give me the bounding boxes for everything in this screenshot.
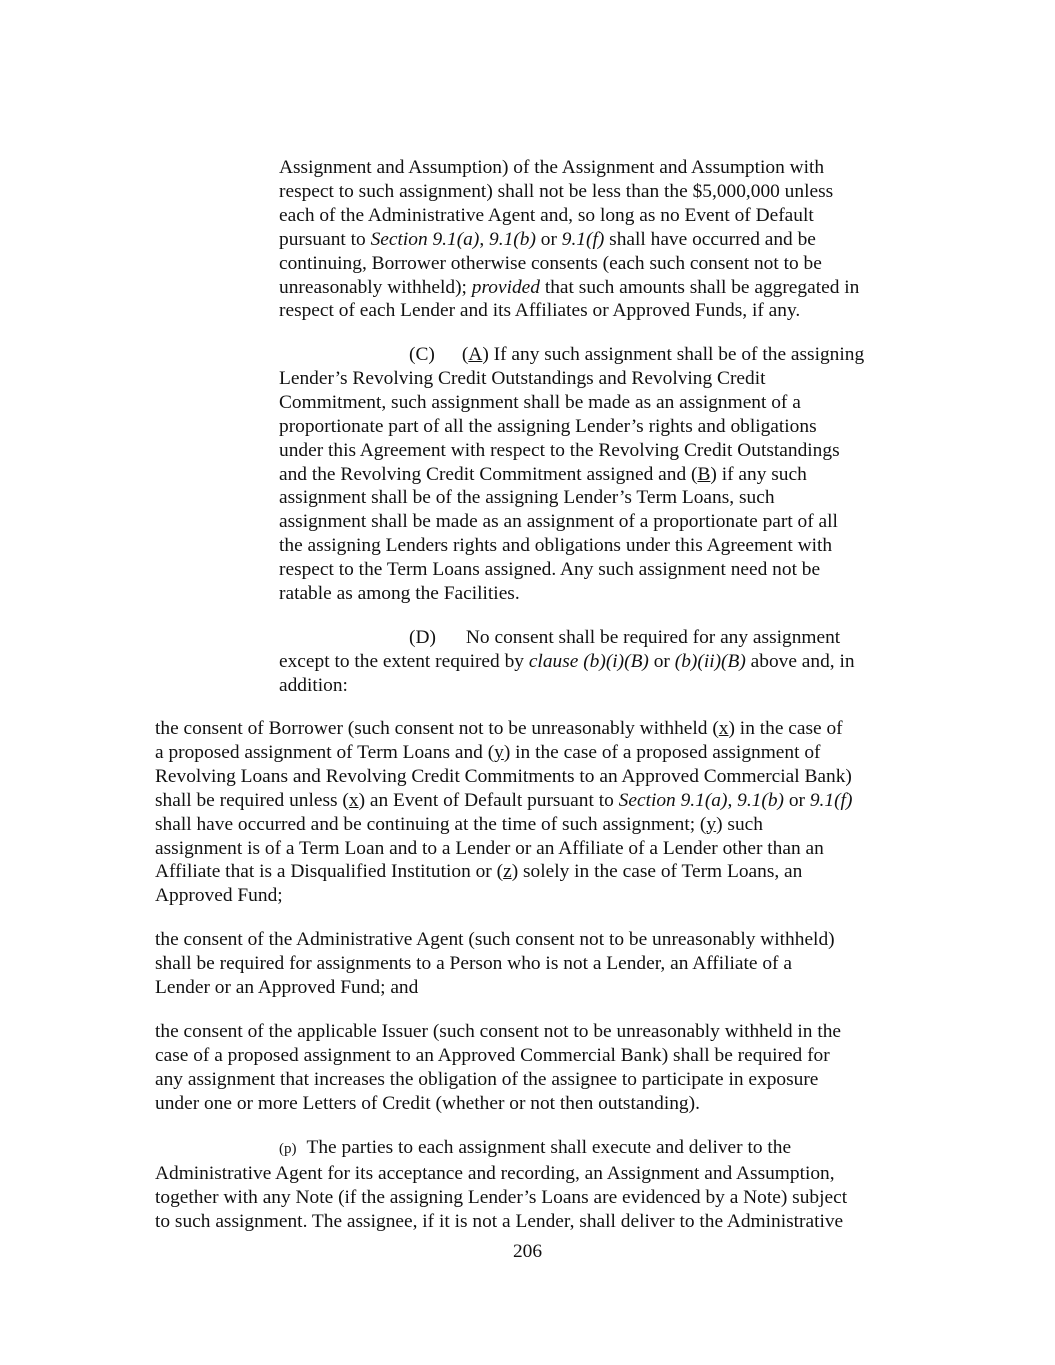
section-reference: 9.1(b) <box>737 789 784 811</box>
text-line: (p) The parties to each assignment shall execute and deliver to the <box>279 1137 792 1158</box>
sub-clause-marker: y <box>706 813 717 835</box>
text-line: assignment shall be of the assigning Lender’s Term Loans, such <box>279 487 775 509</box>
text-line: Lender or an Approved Fund; and <box>155 976 419 998</box>
clause-marker: (C) <box>409 344 435 365</box>
paragraph-clause-d <box>279 626 909 698</box>
text-line: (C) (A) If any such assignment shall be of the assigning <box>409 344 865 365</box>
text-line: Revolving Loans and Revolving Credit Commitments to an Approved Commercial Bank) <box>155 765 852 787</box>
sub-clause-marker: y <box>494 741 504 763</box>
sub-clause-marker: x <box>348 789 359 811</box>
text-line: ratable as among the Facilities. <box>279 583 520 605</box>
text-line: under this Agreement with respect to the Revolving Credit Outstandings <box>279 439 840 461</box>
text-line: the assigning Lenders rights and obligations under this Agreement with <box>279 535 833 557</box>
text-line: case of a proposed assignment to an Approved Commercial Bank) shall be required for <box>155 1044 830 1066</box>
text-line: each of the Administrative Agent and, so long as no Event of Default <box>279 204 814 226</box>
section-reference: 9.1(f) <box>561 228 605 250</box>
paragraph-agent-consent <box>155 928 915 1000</box>
text-line: Lender’s Revolving Credit Outstandings and Revolving Credit <box>279 367 766 389</box>
text-line: addition: <box>279 674 348 696</box>
text-line: Administrative Agent for its acceptance and recording, an Assignment and Assumption, <box>155 1162 835 1184</box>
paragraph-clause-p <box>155 1136 915 1234</box>
text-line: the consent of Borrower (such consent not to be unreasonably withheld (x) in the case of <box>155 718 843 739</box>
clause-reference: clause (b)(i)(B) <box>528 650 649 672</box>
text-line: continuing, Borrower otherwise consents (each such consent not to be <box>279 252 822 274</box>
paragraph-clause-c <box>279 343 909 606</box>
page-number: 206 <box>512 1241 543 1262</box>
text-line: unreasonably withheld); provided that such amounts shall be aggregated in <box>279 276 860 298</box>
text-line: shall be required unless (x) an Event of Default pursuant to Section 9.1(a), 9.1(b) or 9.1(f) <box>155 789 853 811</box>
text-line: Affiliate that is a Disqualified Institution or (z) solely in the case of Term Loans, an <box>155 861 803 883</box>
text-line: to such assignment. The assignee, if it is not a Lender, shall deliver to the Administrative <box>155 1210 844 1232</box>
section-reference: Section 9.1(a) <box>618 789 728 811</box>
text-line: assignment is of a Term Loan and to a Lender or an Affiliate of a Lender other than an <box>155 837 824 859</box>
text-line: together with any Note (if the assigning Lender’s Loans are evidenced by a Note) subject <box>155 1186 848 1208</box>
clause-reference: (b)(ii)(B) <box>674 650 746 672</box>
text-line: the consent of the Administrative Agent (such consent not to be unreasonably withheld) <box>155 929 835 950</box>
sub-clause-marker: z <box>503 861 512 883</box>
paragraph-issuer-consent <box>155 1020 915 1116</box>
text-line: shall have occurred and be continuing at the time of such assignment; (y) such <box>155 813 763 835</box>
text-line: the consent of the applicable Issuer (such consent not to be unreasonably withheld in the <box>155 1021 842 1042</box>
section-reference: 9.1(f) <box>809 789 853 811</box>
section-reference: 9.1(b) <box>489 228 536 250</box>
text-line: a proposed assignment of Term Loans and (y) in the case of a proposed assignment of <box>155 741 821 763</box>
paragraph-borrower-consent <box>155 717 915 908</box>
sub-clause-marker: B <box>697 463 711 485</box>
sub-clause-marker: x <box>718 718 729 739</box>
text-line: assignment shall be made as an assignment of a proportionate part of all <box>279 511 838 533</box>
clause-marker: (p) <box>279 1141 297 1157</box>
sub-clause-marker: A <box>468 344 483 365</box>
provided-term: provided <box>471 276 540 298</box>
text-line: Assignment and Assumption) of the Assignment and Assumption with <box>279 157 825 178</box>
text-line: respect to such assignment) shall not be less than the $5,000,000 unless <box>279 180 834 202</box>
text-line: except to the extent required by clause (b)(i)(B) or (b)(ii)(B) above and, in <box>279 650 855 672</box>
text-line: respect of each Lender and its Affiliates or Approved Funds, if any. <box>279 300 801 322</box>
text-line: Approved Fund; <box>155 885 283 907</box>
text-line: any assignment that increases the obligation of the assignee to participate in exposure <box>155 1068 819 1090</box>
text-line: and the Revolving Credit Commitment assigned and (B) if any such <box>279 463 807 485</box>
text-line: (D) No consent shall be required for any assignment <box>409 627 841 648</box>
text-line: shall be required for assignments to a Person who is not a Lender, an Affiliate of a <box>155 952 792 974</box>
text-line: under one or more Letters of Credit (whether or not then outstanding). <box>155 1092 700 1114</box>
text-line: respect to the Term Loans assigned. Any such assignment need not be <box>279 559 821 581</box>
text-line: proportionate part of all the assigning Lender’s rights and obligations <box>279 415 817 437</box>
text-line: pursuant to Section 9.1(a), 9.1(b) or 9.1(f) shall have occurred and be <box>279 228 816 250</box>
text-line: Commitment, such assignment shall be made as an assignment of a <box>279 391 801 413</box>
paragraph-assignment-minimum <box>279 156 909 323</box>
section-reference: Section 9.1(a) <box>370 228 480 250</box>
clause-marker: (D) <box>409 627 436 648</box>
